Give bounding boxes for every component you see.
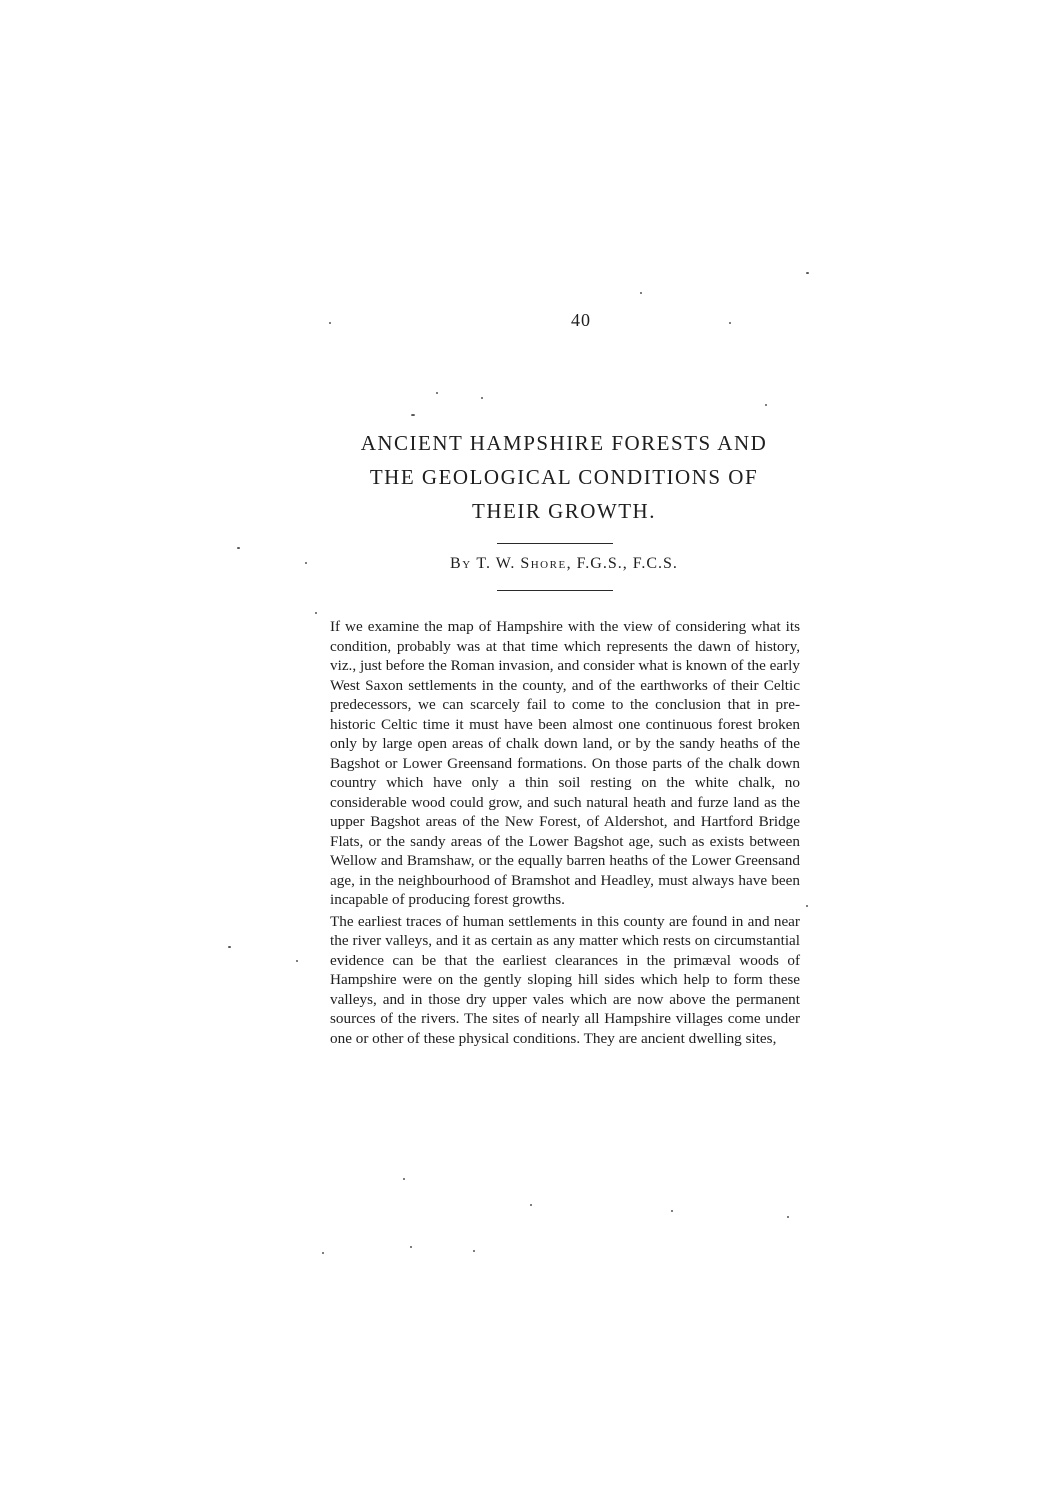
title-divider-bottom	[497, 590, 613, 591]
scan-speck	[305, 562, 307, 564]
scan-speck	[787, 1216, 789, 1218]
article-body	[330, 617, 800, 1048]
author-initials: T. W.	[476, 555, 516, 572]
author-byline	[318, 555, 810, 573]
scan-speck	[410, 1246, 412, 1248]
scan-speck	[473, 1250, 475, 1252]
author-surname: Shore	[520, 555, 567, 572]
byline-prefix: By	[450, 555, 472, 572]
title-line-2: THE GEOLOGICAL CONDITIONS OF	[369, 465, 759, 489]
scan-speck	[640, 292, 642, 294]
scan-speck	[237, 547, 240, 549]
scan-speck	[806, 905, 808, 907]
scan-speck	[671, 1210, 673, 1212]
scan-speck	[329, 322, 331, 324]
scan-speck	[315, 612, 317, 614]
scan-speck	[436, 392, 438, 394]
page-number: 40	[571, 310, 591, 330]
author-credentials: , F.G.S., F.C.S.	[566, 555, 678, 572]
scan-speck	[322, 1252, 324, 1254]
scan-speck	[296, 960, 298, 962]
scan-speck	[411, 414, 415, 416]
scan-speck	[729, 322, 731, 324]
title-divider-top	[497, 543, 613, 544]
title-line-3: THEIR GROWTH.	[472, 499, 656, 523]
scan-speck	[481, 397, 483, 399]
scan-speck	[765, 404, 767, 406]
article-title	[318, 426, 810, 528]
paragraph-1: If we examine the map of Hampshire with the view of considering what its condition, probably was at that time which represents the dawn of history, viz., just before the Roman invasion, and consider what is known of the early West Saxon settlements in the county, and of the earthworks of their Celtic predecessors, we can scarcely fail to come to the conclusion that in pre-historic Celtic time it must have been almost one continuous forest broken only by large open areas of chalk down land, or by the sandy heaths of the Bagshot or Lower Greensand formations. On those parts of the chalk down country which have only a thin soil resting on the white chalk, no considerable wood could grow, and such natural heath and furze land as the upper Bagshot areas of the New Forest, of Aldershot, and Hartford Bridge Flats, or the sandy areas of the Lower Bagshot age, such as exists between Wellow and Bramshaw, or the equally barren heaths of the Lower Greensand age, in the neighbourhood of Bramshot and Headley, must always have been incapable of producing forest growths.	[330, 618, 800, 908]
scan-speck	[403, 1178, 405, 1180]
title-line-1: ANCIENT HAMPSHIRE FORESTS AND	[360, 431, 768, 455]
scan-speck	[228, 946, 231, 948]
paragraph-2: The earliest traces of human settlements in this county are found in and near the river valleys, and it as certain as any matter which rests on circumstantial evidence can be that the earliest clearances in the primæval woods of Hampshire were on the gently sloping hill sides which help to form these valleys, and in those dry upper vales which are now above the permanent sources of the rivers. The sites of nearly all Hampshire villages come under one or other of these physical conditions. They are ancient dwelling sites,	[330, 912, 800, 1047]
scan-speck	[806, 272, 809, 274]
scan-speck	[530, 1204, 532, 1206]
